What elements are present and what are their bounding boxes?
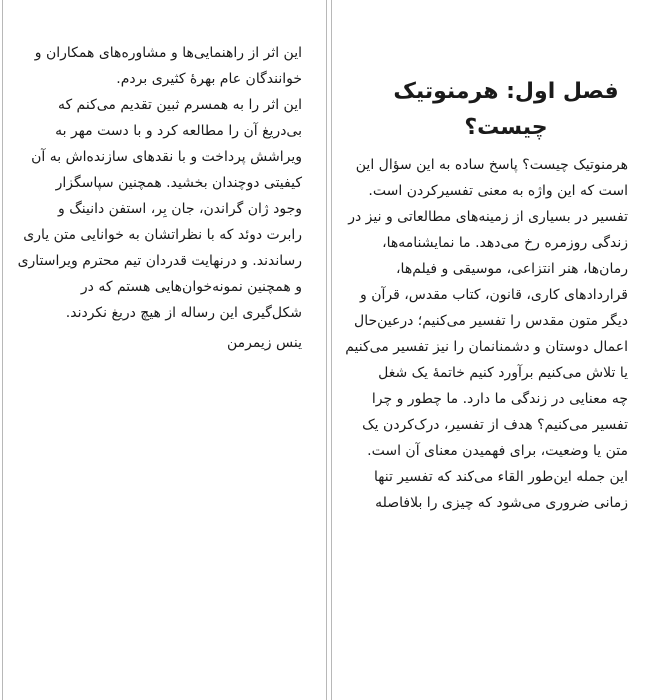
text-line: اعمال دوستان و دشمنانمان را نیز تفسیر می‌کنیم — [345, 339, 628, 355]
text-line: زمانی ضروری می‌شود که چیزی را بلافاصله — [375, 495, 628, 511]
text-line: کیفیتی دوچندان بخشید. همچنین سپاسگزار — [55, 175, 302, 191]
text-line: خوانندگان عام بهرهٔ کثیری بردم. — [116, 71, 302, 87]
text-line: یا تلاش می‌کنیم برآورد کنیم خاتمهٔ یک شغل — [378, 365, 628, 381]
text-line: این اثر از راهنمایی‌ها و مشاوره‌های همکاران و — [34, 45, 302, 61]
right-page — [332, 0, 648, 700]
text-line: زندگی روزمره رخ می‌دهد. ما نمایشنامه‌ها، — [382, 235, 628, 251]
text-line: هرمنوتیک چیست؟ پاسخ ساده به این سؤال این — [355, 157, 628, 173]
text-line: است که این واژه به معنی تفسیرکردن است. — [368, 183, 628, 199]
chapter-title — [354, 74, 628, 146]
text-line: متن یا وضعیت، برای فهمیدن معنای آن است. — [367, 443, 628, 459]
chapter-title-line-1: فصل اول: هرمنوتیک — [393, 79, 619, 104]
text-line: دیگر متون مقدس را تفسیر می‌کنیم؛ درعین‌حال — [354, 313, 628, 329]
gutter-line-left — [326, 0, 327, 700]
text-line: چه معنایی در زندگی ما دارد. ما چطور و چرا — [371, 391, 628, 407]
text-line: وجود ژان گراندن، جان بِر، استفن دانینگ و — [58, 201, 302, 217]
text-line: تفسیر در بسیاری از زمینه‌های مطالعاتی و نیز در — [348, 209, 628, 225]
author-signature: ینس زیمرمن — [226, 335, 302, 351]
text-line: این جمله این‌طور القاء می‌کند که تفسیر تنها — [374, 469, 628, 485]
text-line: رساندند. و درنهایت قدردان تیم محترم ویراستاری — [17, 253, 302, 269]
text-line: ویراشش پرداخت و با نقدهای سازنده‌اش به آن — [31, 149, 302, 165]
text-line: رابرت دوئد که با نظراتشان به خوانایی متن یاری — [23, 227, 302, 243]
text-line: این اثر را به همسرم ثبین تقدیم می‌کنم که — [57, 97, 302, 113]
chapter-title-line-2: چیست؟ — [464, 115, 548, 140]
text-line: و همچنین نمونه‌خوان‌هایی هستم که در — [80, 279, 302, 295]
text-line: بی‌دریغ آن را مطالعه کرد و با دست مهر به — [55, 123, 302, 139]
text-line: قراردادهای کاری، قانون، کتاب مقدس، قرآن و — [359, 287, 628, 303]
text-line: تفسیر می‌کنیم؟ هدف از تفسیر، درک‌کردن یک — [362, 417, 628, 433]
left-page — [3, 0, 326, 700]
text-line: رمان‌ها، هنر انتزاعی، موسیقی و فیلم‌ها، — [396, 261, 628, 277]
text-line: شکل‌گیری این رساله از هیچ دریغ نکردند. — [65, 305, 302, 321]
